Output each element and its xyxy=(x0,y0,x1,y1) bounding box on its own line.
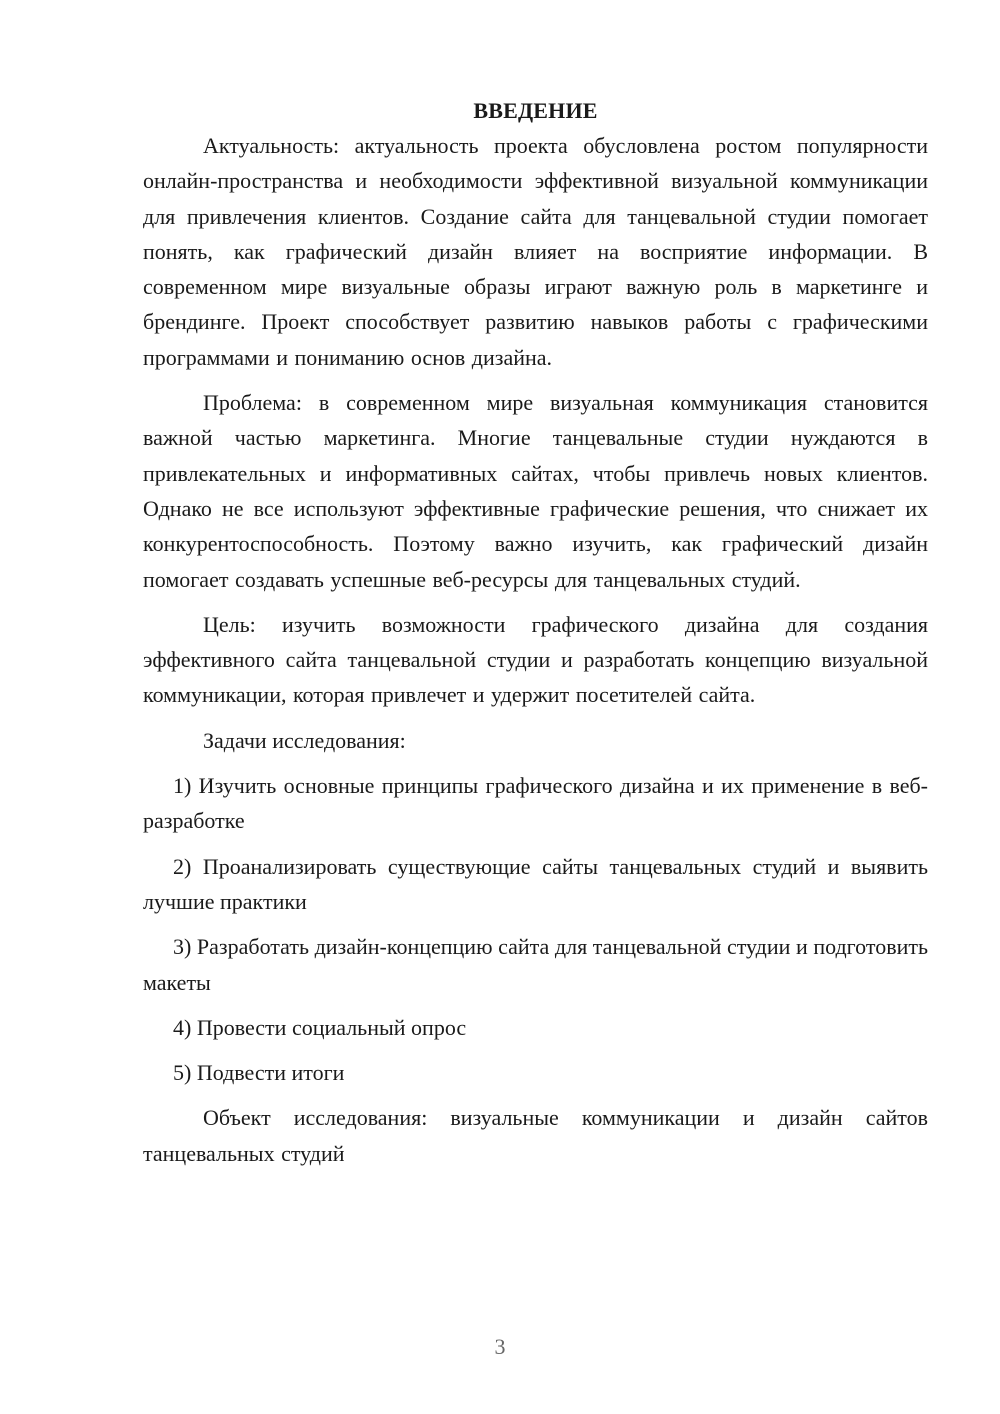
paragraph-problem: Проблема: в современном мире визуальная коммуникация становится важной частью маркетинга. Многие танцевальные студии нуждаются в привлекательных и информативных сайтах, чтобы привлечь новых клиентов. Однако не все используют эффективные графические решения, что снижает их конкурентоспособность. Поэтому важно изучить, как графический дизайн помогает создавать успешные веб-ресурсы для танцевальных студий. xyxy=(143,390,928,592)
paragraph-object: Объект исследования: визуальные коммуникации и дизайн сайтов танцевальных студий xyxy=(143,1105,928,1166)
paragraph-relevance: Актуальность: актуальность проекта обусловлена ростом популярности онлайн-пространства и необходимости эффективной визуальной коммуникации для привлечения клиентов. Создание сайта для танцевальной студии помогает понять, как графический дизайн влияет на восприятие информации. В современном мире визуальные образы играют важную роль в маркетинге и брендинге. Проект способствует развитию навыков работы с графическими программами и пониманию основ дизайна. xyxy=(143,133,928,370)
paragraph-goal: Цель: изучить возможности графического дизайна для создания эффективного сайта танцевальной студии и разработать концепцию визуальной коммуникации, которая привлечет и удержит посетителей сайта. xyxy=(143,611,928,708)
task-item-1: 1) Изучить основные принципы графического дизайна и их применение в веб-разработке xyxy=(143,773,928,834)
document-page xyxy=(143,94,928,1171)
task-item-2: 2) Проанализировать существующие сайты танцевальных студий и выявить лучшие практики xyxy=(143,853,928,914)
task-item-4: 4) Провести социальный опрос xyxy=(173,1014,467,1040)
task-item-3: 3) Разработать дизайн-концепцию сайта для танцевальной студии и подготовить макеты xyxy=(143,934,928,995)
task-item-5: 5) Подвести итоги xyxy=(173,1060,345,1086)
tasks-heading: Задачи исследования: xyxy=(203,727,406,753)
page-number: 3 xyxy=(494,1334,506,1359)
page-title: ВВЕДЕНИЕ xyxy=(473,98,598,123)
